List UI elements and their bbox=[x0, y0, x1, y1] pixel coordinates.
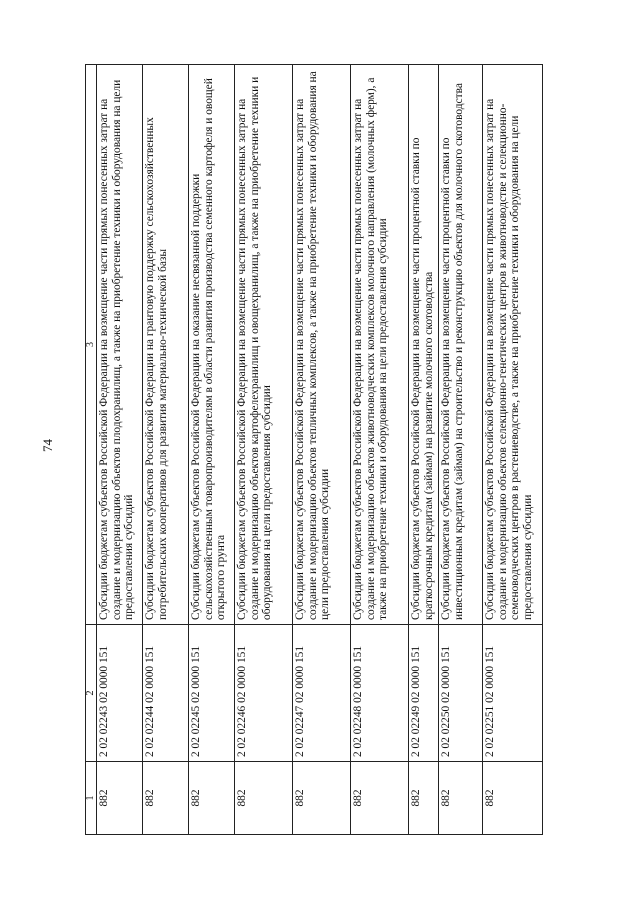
description-cell: Субсидии бюджетам субъектов Российской Федерации на грантовую поддержку сельскохозяйственных потребительских кооперативов для развития материально-технической базы bbox=[143, 65, 189, 625]
table-row bbox=[235, 65, 293, 835]
budget-code-cell: 2 02 02248 02 0000 151 bbox=[351, 625, 409, 762]
header-row bbox=[86, 65, 97, 835]
description-cell: Субсидии бюджетам субъектов Российской Федерации на возмещение части прямых понесенных затрат на создание и модернизацию объектов селекционно-генетических центров в животноводстве и селекционно-семеноводческих центров в растениеводстве, а также на приобретение техники и оборудования на цели предоставления субсидии bbox=[483, 65, 543, 625]
budget-code-cell: 2 02 02250 02 0000 151 bbox=[439, 625, 483, 762]
budget-codes-table bbox=[85, 64, 543, 835]
table-row bbox=[293, 65, 351, 835]
budget-code-cell: 2 02 02243 02 0000 151 bbox=[97, 625, 143, 762]
table-row bbox=[189, 65, 235, 835]
page-number: 74 bbox=[40, 439, 55, 452]
admin-code-cell: 882 bbox=[409, 762, 439, 835]
admin-code-cell: 882 bbox=[293, 762, 351, 835]
description-cell: Субсидии бюджетам субъектов Российской Федерации на возмещение части прямых понесенных затрат на создание и модернизацию объектов тепличных комплексов, а также на приобретение техники и оборудования на цели предоставления субсидии bbox=[293, 65, 351, 625]
description-cell: Субсидии бюджетам субъектов Российской Федерации на возмещение части прямых понесенных затрат на создание и модернизацию объектов животноводческих комплексов молочного направления (молочных ферм), а также на приобретение техники и оборудования на цели предоставления субсидии bbox=[351, 65, 409, 625]
table-row bbox=[439, 65, 483, 835]
admin-code-cell: 882 bbox=[235, 762, 293, 835]
admin-code-cell: 882 bbox=[189, 762, 235, 835]
description-cell: Субсидии бюджетам субъектов Российской Федерации на возмещение части прямых понесенных затрат на создание и модернизацию объектов картофелехранилищ и овощехранилищ, а также на приобретение техники и оборудования на цели предоставления субсидии bbox=[235, 65, 293, 625]
budget-code-cell: 2 02 02251 02 0000 151 bbox=[483, 625, 543, 762]
table-row bbox=[97, 65, 143, 835]
budget-code-cell: 2 02 02246 02 0000 151 bbox=[235, 625, 293, 762]
admin-code-cell: 882 bbox=[143, 762, 189, 835]
budget-code-cell: 2 02 02244 02 0000 151 bbox=[143, 625, 189, 762]
rotated-table-container bbox=[85, 65, 534, 835]
budget-code-cell: 2 02 02249 02 0000 151 bbox=[409, 625, 439, 762]
admin-code-cell: 882 bbox=[97, 762, 143, 835]
description-cell: Субсидии бюджетам субъектов Российской Федерации на оказание несвязанной поддержки сельскохозяйственным товаропроизводителям в области развития производства семенного картофеля и овощей открытого грунта bbox=[189, 65, 235, 625]
budget-code-cell: 2 02 02247 02 0000 151 bbox=[293, 625, 351, 762]
budget-code-cell: 2 02 02245 02 0000 151 bbox=[189, 625, 235, 762]
table-row bbox=[351, 65, 409, 835]
column-header-1: 1 bbox=[86, 762, 97, 835]
description-cell: Субсидии бюджетам субъектов Российской Федерации на возмещение части прямых понесенных затрат на создание и модернизацию объектов плодохранилищ, а также на приобретение техники и оборудования на цели предоставления субсидий bbox=[97, 65, 143, 625]
admin-code-cell: 882 bbox=[439, 762, 483, 835]
admin-code-cell: 882 bbox=[351, 762, 409, 835]
column-header-2: 2 bbox=[86, 625, 97, 762]
description-cell: Субсидии бюджетам субъектов Российской Федерации на возмещение части процентной ставки по инвестиционным кредитам (займам) на строительство и реконструкцию объектов для молочного скотоводства bbox=[439, 65, 483, 625]
description-cell: Субсидии бюджетам субъектов Российской Федерации на возмещение части процентной ставки по краткосрочным кредитам (займам) на развитие молочного скотоводства bbox=[409, 65, 439, 625]
admin-code-cell: 882 bbox=[483, 762, 543, 835]
column-header-3: 3 bbox=[86, 65, 97, 625]
table-row bbox=[483, 65, 543, 835]
table-row bbox=[143, 65, 189, 835]
table-row bbox=[409, 65, 439, 835]
